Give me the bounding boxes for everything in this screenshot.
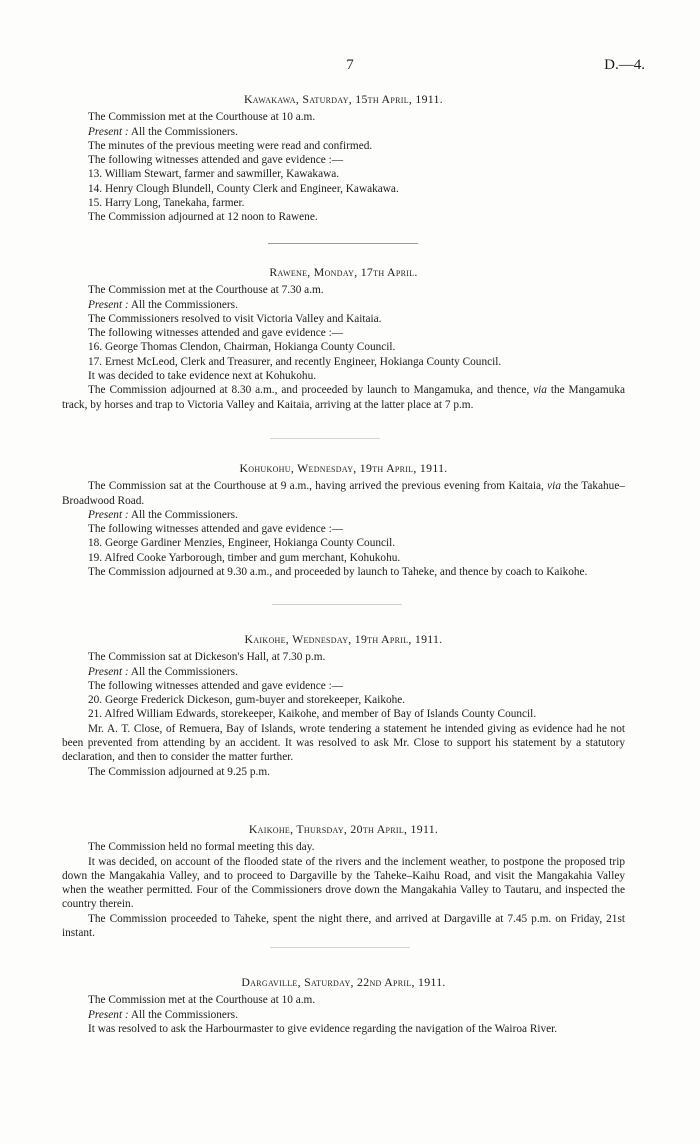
text-run: the Mangamuka track, by horses and trap to Victoria Valley and Kaitaia, arriving at the latter place at 7 p.m.	[62, 384, 625, 411]
italic-run: Present :	[88, 125, 129, 138]
text-run: the Takahue–Broadwood Road.	[62, 480, 625, 507]
text-run: The Commission proceeded to Taheke, spent the night there, and arrived at Dargaville at 7.45 p.m. on Friday, 21st instant.	[62, 912, 625, 940]
minutes-line	[62, 383, 625, 412]
minutes-line: The Commission met at the Courthouse at 10 a.m.	[88, 994, 316, 1007]
minutes-line	[62, 722, 625, 765]
document-reference: D.—4.	[604, 57, 645, 73]
section-kaikohe-wednesday	[62, 632, 625, 779]
minutes-line	[62, 855, 625, 912]
minutes-line: The Commission held no formal meeting this day.	[88, 841, 315, 854]
minutes-line: The Commission met at the Courthouse at 10 a.m.	[88, 111, 316, 124]
minutes-line: The Commissioners resolved to visit Victoria Valley and Kaitaia.	[88, 312, 382, 325]
minutes-line: 13. William Stewart, farmer and sawmiller, Kawakawa.	[88, 168, 340, 181]
minutes-line: 16. George Thomas Clendon, Chairman, Hokianga County Council.	[88, 341, 396, 354]
minutes-line: The Commission adjourned at 12 noon to Rawene.	[88, 211, 318, 224]
italic-run: Present :	[88, 508, 129, 521]
text-run: It was resolved to ask the Harbourmaster to give evidence regarding the navigation of the Wairoa River.	[88, 1022, 558, 1035]
minutes-line: The following witnesses attended and gave evidence :—	[88, 679, 344, 692]
minutes-line	[62, 508, 625, 522]
section-heading: Kaikohe, Wednesday, 19th April, 1911.	[244, 632, 443, 646]
minutes-line	[62, 298, 625, 312]
minutes-line	[62, 565, 625, 579]
section-dargaville	[62, 975, 625, 1036]
minutes-line	[62, 479, 625, 508]
italic-run: via	[533, 384, 547, 397]
section-divider	[268, 243, 418, 244]
minutes-line	[62, 912, 625, 941]
section-heading: Kawakawa, Saturday, 15th April, 1911.	[243, 92, 444, 106]
minutes-line	[62, 1022, 625, 1036]
minutes-line: It was decided to take evidence next at Kohukohu.	[88, 370, 317, 383]
section-rawene	[62, 265, 625, 412]
text-run: The Commission adjourned at 8.30 a.m., and proceeded by launch to Mangamuka, and thence,	[88, 384, 534, 397]
section-divider	[272, 604, 402, 605]
section-heading: Rawene, Monday, 17th April.	[269, 265, 418, 279]
page-number: 7	[346, 57, 354, 73]
italic-run: Present :	[88, 1008, 129, 1021]
text-run: All the Commissioners.	[128, 665, 238, 678]
minutes-line: The following witnesses attended and gave evidence :—	[88, 327, 344, 340]
section-kohukohu	[62, 461, 625, 579]
text-run: All the Commissioners.	[128, 125, 238, 138]
italic-run: via	[547, 480, 561, 493]
minutes-line	[62, 665, 625, 679]
minutes-line: 15. Harry Long, Tanekaha, farmer.	[88, 197, 245, 210]
minutes-line: The Commission adjourned at 9.25 p.m.	[88, 765, 270, 778]
minutes-line: 17. Ernest McLeod, Clerk and Treasurer, and recently Engineer, Hokianga County Council.	[88, 355, 502, 368]
minutes-line: 18. George Gardiner Menzies, Engineer, Hokianga County Council.	[88, 537, 396, 550]
minutes-line: The following witnesses attended and gave evidence :—	[88, 523, 344, 536]
section-kawakawa	[62, 92, 625, 225]
text-run: The Commission adjourned at 9.30 a.m., and proceeded by launch to Taheke, and thence by coach to Kaikohe.	[88, 566, 588, 579]
minutes-line: The Commission met at the Courthouse at 7.30 a.m.	[88, 284, 324, 297]
section-heading: Dargaville, Saturday, 22nd April, 1911.	[241, 975, 446, 989]
minutes-line: The following witnesses attended and gave evidence :—	[88, 154, 344, 167]
section-divider	[270, 947, 410, 948]
section-divider	[270, 438, 380, 439]
text-run: Mr. A. T. Close, of Remuera, Bay of Islands, wrote tendering a statement he intended giving as evidence had he not been prevented from attending by an accident. It was resolved to ask Mr. Close to support his statement by a statutory declaration, and then to consider the matter further.	[62, 722, 625, 764]
minutes-line: The minutes of the previous meeting were read and confirmed.	[88, 139, 373, 152]
italic-run: Present :	[88, 665, 129, 678]
minutes-line: 14. Henry Clough Blundell, County Clerk and Engineer, Kawakawa.	[88, 182, 399, 195]
minutes-line: 19. Alfred Cooke Yarborough, timber and gum merchant, Kohukohu.	[88, 551, 401, 564]
minutes-line: 21. Alfred William Edwards, storekeeper, Kaikohe, and member of Bay of Islands County Council.	[88, 708, 537, 721]
minutes-line: 20. George Frederick Dickeson, gum-buyer and storekeeper, Kaikohe.	[88, 694, 406, 707]
section-heading: Kohukohu, Wednesday, 19th April, 1911.	[239, 461, 448, 475]
minutes-line: The Commission sat at Dickeson's Hall, at 7.30 p.m.	[88, 651, 326, 664]
text-run: All the Commissioners.	[128, 298, 238, 311]
text-run: It was decided, on account of the flooded state of the rivers and the inclement weather, to postpone the proposed trip down the Mangakahia Valley, and to proceed to Dargaville by the Taheke–Kaihu Road, and visit the Mangakahia Valley when the weather permitted. Four of the Commissioners drove down the Mangakahia Valley to Tautaru, and inspected the country therein.	[62, 855, 625, 911]
italic-run: Present :	[88, 298, 129, 311]
section-kaikohe-thursday	[62, 822, 625, 940]
section-heading: Kaikohe, Thursday, 20th April, 1911.	[248, 822, 439, 836]
minutes-line	[62, 1008, 625, 1022]
minutes-line	[62, 125, 625, 139]
text-run: All the Commissioners.	[128, 1008, 238, 1021]
text-run: The Commission sat at the Courthouse at 9 a.m., having arrived the previous evening from Kaitaia,	[88, 480, 548, 493]
text-run: All the Commissioners.	[128, 508, 238, 521]
